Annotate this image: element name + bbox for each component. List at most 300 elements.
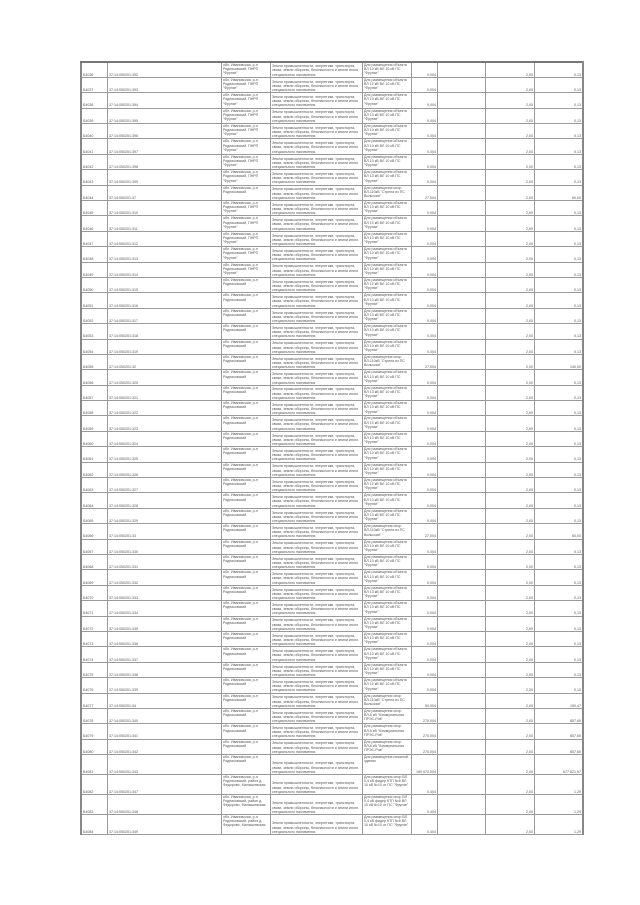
cadastral-number: 37:14:050201:328 bbox=[108, 493, 222, 508]
rate: 2,00 bbox=[486, 647, 535, 662]
row-id: Б4051 bbox=[81, 293, 108, 308]
address: обл. Ивановская, р-н Родниковский, ПНРП "Фрунзе" bbox=[222, 216, 271, 231]
rate: 2,00 bbox=[486, 570, 535, 585]
amount: 60,00 bbox=[535, 524, 584, 539]
cadastral-number: 37:14:050201:33 bbox=[108, 524, 222, 539]
address: обл. Ивановская, р-н Родниковский bbox=[222, 678, 271, 693]
amount: 0,13 bbox=[535, 462, 584, 477]
rate: 2,00 bbox=[486, 77, 535, 92]
row-id: Б4046 bbox=[81, 216, 108, 231]
land-category: Земли промышленности, энергетики, транспорта, связи, земли обороны, безопасности и земли иного специального назначения bbox=[271, 247, 363, 262]
cadastral-number: 37:14:050201:342 bbox=[108, 739, 222, 754]
rate: 2,00 bbox=[486, 478, 535, 493]
row-id: Б4036 bbox=[81, 62, 108, 77]
row-id: Б4040 bbox=[81, 124, 108, 139]
land-category: Земли промышленности, энергетики, транспорта, связи, земли обороны, безопасности и земли иного специального назначения bbox=[271, 139, 363, 154]
permitted-use: Для размещения опор ВЛ-6 кВ "Коммунальная ПРЭС-Ров" bbox=[363, 708, 412, 723]
table-row bbox=[81, 570, 583, 585]
rate: 2,00 bbox=[486, 170, 535, 185]
land-category: Земли промышленности, энергетики, транспорта, связи, земли обороны, безопасности и земли иного специального назначения bbox=[271, 447, 363, 462]
amount: 0,13 bbox=[535, 108, 584, 123]
rate: 2,00 bbox=[486, 462, 535, 477]
area: 0,404 bbox=[412, 795, 438, 815]
address: обл. Ивановская, р-н Родниковский bbox=[222, 493, 271, 508]
address: обл. Ивановская, р-н Родниковский bbox=[222, 662, 271, 677]
amount: 0,13 bbox=[535, 62, 584, 77]
cadastral-number: 37:14:050201:320 bbox=[108, 370, 222, 385]
land-category: Земли промышленности, энергетики, транспорта, связи, земли обороны, безопасности и земли иного специального назначения bbox=[271, 370, 363, 385]
cadastral-number: 37:14:050201:37 bbox=[108, 185, 222, 200]
table-row bbox=[81, 662, 583, 677]
empty-cell bbox=[438, 539, 486, 554]
cadastral-number: 37:14:050201:340 bbox=[108, 708, 222, 723]
cadastral-number: 37:14:050201:335 bbox=[108, 616, 222, 631]
row-id: Б4076 bbox=[81, 678, 108, 693]
table-row bbox=[81, 247, 583, 262]
cadastral-number: 37:14:050201:323 bbox=[108, 416, 222, 431]
cadastral-number: 37:14:050201:337 bbox=[108, 647, 222, 662]
cadastral-number: 37:14:050201:327 bbox=[108, 478, 222, 493]
land-category: Земли промышленности, энергетики, транспорта, связи, земли обороны, безопасности и земли иного специального назначения bbox=[271, 277, 363, 292]
permitted-use: Для размещения объекта ВЛ 10 кВ ВЛ 10 кВ ПС "Фрунзе" bbox=[363, 431, 412, 446]
address: обл. Ивановская, р-н Родниковский bbox=[222, 508, 271, 523]
rate: 2,00 bbox=[486, 139, 535, 154]
table-row bbox=[81, 124, 583, 139]
table-row bbox=[81, 339, 583, 354]
table-row bbox=[81, 416, 583, 431]
permitted-use: Для размещения объекта ВЛ 10 кВ ВЛ 10 кВ ПС "Фрунзе" bbox=[363, 231, 412, 246]
area: 0,004 bbox=[412, 139, 438, 154]
rate: 2,00 bbox=[486, 154, 535, 169]
rate: 2,00 bbox=[486, 431, 535, 446]
empty-cell bbox=[438, 93, 486, 108]
permitted-use: Для размещения объекта ВЛ 10 кВ ВЛ 10 кВ ПС "Фрунзе" bbox=[363, 539, 412, 554]
address: обл. Ивановская, р-н Родниковский, ПНРП "Фрунзе" bbox=[222, 154, 271, 169]
row-id: Б4060 bbox=[81, 431, 108, 446]
table-row bbox=[81, 262, 583, 277]
row-id: Б4069 bbox=[81, 570, 108, 585]
empty-cell bbox=[438, 370, 486, 385]
amount: 677 621,57 bbox=[535, 755, 584, 775]
empty-cell bbox=[438, 401, 486, 416]
rate: 2,00 bbox=[486, 247, 535, 262]
area: 0,004 bbox=[412, 170, 438, 185]
rate: 2,00 bbox=[486, 678, 535, 693]
permitted-use: Для размещения объекта ВЛ 10 кВ ВЛ 10 кВ ПС "Фрунзе" bbox=[363, 216, 412, 231]
area: 0,004 bbox=[412, 555, 438, 570]
area: 270,004 bbox=[412, 708, 438, 723]
row-id: Б4064 bbox=[81, 493, 108, 508]
permitted-use: Для размещения объекта ВЛ 10 кВ ВЛ 10 кВ ПС "Фрунзе" bbox=[363, 154, 412, 169]
table-row bbox=[81, 775, 583, 795]
land-category: Земли промышленности, энергетики, транспорта, связи, земли обороны, безопасности и земли иного специального назначения bbox=[271, 724, 363, 739]
table-row bbox=[81, 678, 583, 693]
amount: 0,13 bbox=[535, 170, 584, 185]
empty-cell bbox=[438, 693, 486, 708]
cadastral-number: 37:14:050201:394 bbox=[108, 93, 222, 108]
area: 27,004 bbox=[412, 185, 438, 200]
empty-cell bbox=[438, 708, 486, 723]
cadastral-number: 37:14:050201:311 bbox=[108, 216, 222, 231]
row-id: Б4056 bbox=[81, 370, 108, 385]
area: 0,004 bbox=[412, 478, 438, 493]
empty-cell bbox=[438, 139, 486, 154]
area: 0,004 bbox=[412, 401, 438, 416]
amount: 0,13 bbox=[535, 678, 584, 693]
amount: 0,13 bbox=[535, 555, 584, 570]
amount: 857,60 bbox=[535, 739, 584, 754]
row-id: Б4081 bbox=[81, 755, 108, 775]
area: 0,404 bbox=[412, 815, 438, 835]
empty-cell bbox=[438, 62, 486, 77]
empty-cell bbox=[438, 124, 486, 139]
permitted-use: Для размещения объекта ВЛ 10 кВ ВЛ 10 кВ ПС "Фрунзе" bbox=[363, 616, 412, 631]
empty-cell bbox=[438, 324, 486, 339]
amount: 1,29 bbox=[535, 775, 584, 795]
area: 27,004 bbox=[412, 354, 438, 369]
address: обл. Ивановская, р-н Родниковский bbox=[222, 755, 271, 775]
rate: 2,00 bbox=[486, 693, 535, 708]
area: 0,004 bbox=[412, 277, 438, 292]
land-category: Земли промышленности, энергетики, транспорта, связи, земли обороны, безопасности и земли иного специального назначения bbox=[271, 616, 363, 631]
cadastral-number: 37:14:050201:392 bbox=[108, 62, 222, 77]
permitted-use: Для размещения объекта ВЛ 10 кВ ВЛ 10 кВ ПС "Фрунзе" bbox=[363, 77, 412, 92]
land-category: Земли промышленности, энергетики, транспорта, связи, земли обороны, безопасности и земли иного специального назначения bbox=[271, 601, 363, 616]
area: 0,004 bbox=[412, 447, 438, 462]
rate: 2,00 bbox=[486, 795, 535, 815]
row-id: Б4038 bbox=[81, 93, 108, 108]
area: 0,004 bbox=[412, 370, 438, 385]
area: 0,004 bbox=[412, 431, 438, 446]
amount: 0,13 bbox=[535, 324, 584, 339]
amount: 0,13 bbox=[535, 293, 584, 308]
row-id: Б4070 bbox=[81, 585, 108, 600]
table-row bbox=[81, 185, 583, 200]
address: обл. Ивановская, р-н Родниковский bbox=[222, 385, 271, 400]
land-category: Земли промышленности, энергетики, транспорта, связи, земли обороны, безопасности и земли иного специального назначения bbox=[271, 339, 363, 354]
empty-cell bbox=[438, 277, 486, 292]
land-category: Земли промышленности, энергетики, транспорта, связи, земли обороны, безопасности и земли иного специального назначения bbox=[271, 815, 363, 835]
table-row bbox=[81, 293, 583, 308]
permitted-use: Для размещения объекта ВЛ 10 кВ ВЛ 10 кВ ПС "Фрунзе" bbox=[363, 493, 412, 508]
amount: 0,13 bbox=[535, 662, 584, 677]
rate: 2,00 bbox=[486, 293, 535, 308]
table-row bbox=[81, 77, 583, 92]
land-category: Земли промышленности, энергетики, транспорта, связи, земли обороны, безопасности и земли иного специального назначения bbox=[271, 775, 363, 795]
permitted-use: Для размещения объекта ВЛ 10 кВ ВЛ 10 кВ ПС "Фрунзе" bbox=[363, 647, 412, 662]
amount: 0,13 bbox=[535, 370, 584, 385]
table-row bbox=[81, 739, 583, 754]
land-category: Земли промышленности, энергетики, транспорта, связи, земли обороны, безопасности и земли иного специального назначения bbox=[271, 555, 363, 570]
land-category: Земли промышленности, энергетики, транспорта, связи, земли обороны, безопасности и земли иного специального назначения bbox=[271, 293, 363, 308]
address: обл. Ивановская, р-н Родниковский bbox=[222, 616, 271, 631]
empty-cell bbox=[438, 678, 486, 693]
empty-cell bbox=[438, 493, 486, 508]
permitted-use: Для размещения объекта ВЛ 10 кВ ВЛ 10 кВ ПС "Фрунзе" bbox=[363, 124, 412, 139]
empty-cell bbox=[438, 815, 486, 835]
table-row bbox=[81, 647, 583, 662]
permitted-use: Для размещения объекта ВЛ 10 кВ ВЛ 10 кВ ПС "Фрунзе" bbox=[363, 339, 412, 354]
cadastral-number: 37:14:050201:399 bbox=[108, 170, 222, 185]
address: обл. Ивановская, р-н Родниковский bbox=[222, 631, 271, 646]
cadastral-number: 37:14:050201:321 bbox=[108, 385, 222, 400]
row-id: Б4071 bbox=[81, 601, 108, 616]
cadastral-number: 37:14:050201:348 bbox=[108, 795, 222, 815]
row-id: Б4072 bbox=[81, 616, 108, 631]
address: обл. Ивановская, р-н Родниковский bbox=[222, 185, 271, 200]
rate: 2,00 bbox=[486, 124, 535, 139]
amount: 0,13 bbox=[535, 585, 584, 600]
permitted-use: Для размещения объекта ВЛ 10 кВ ВЛ 10 кВ ПС "Фрунзе" bbox=[363, 447, 412, 462]
permitted-use: Для размещения объекта ВЛ 10 кВ ВЛ 10 кВ ПС "Фрунзе" bbox=[363, 401, 412, 416]
row-id: Б4065 bbox=[81, 508, 108, 523]
empty-cell bbox=[438, 170, 486, 185]
empty-cell bbox=[438, 354, 486, 369]
land-category: Земли промышленности, энергетики, транспорта, связи, земли обороны, безопасности и земли иного специального назначения bbox=[271, 508, 363, 523]
table-row bbox=[81, 354, 583, 369]
amount: 857,60 bbox=[535, 724, 584, 739]
table-row bbox=[81, 216, 583, 231]
cadastral-number: 37:14:050201:395 bbox=[108, 108, 222, 123]
empty-cell bbox=[438, 247, 486, 262]
area: 0,004 bbox=[412, 601, 438, 616]
cadastral-number: 37:14:050201:331 bbox=[108, 555, 222, 570]
table-row bbox=[81, 795, 583, 815]
permitted-use: Для размещения объекта ВЛ 10 кВ ВЛ 10 кВ ПС "Фрунзе" bbox=[363, 662, 412, 677]
permitted-use: Для размещения опор ВЛ 0,4 кВ фидер КТП №6 ВЛ 10 кВ №10 от ПС "Фрунзе" bbox=[363, 815, 412, 835]
table-row bbox=[81, 693, 583, 708]
address: обл. Ивановская, р-н Родниковский bbox=[222, 354, 271, 369]
permitted-use: Для размещения объекта ВЛ 10 кВ ВЛ 10 кВ ПС "Фрунзе" bbox=[363, 370, 412, 385]
rate: 2,00 bbox=[486, 416, 535, 431]
land-category: Земли промышленности, энергетики, транспорта, связи, земли обороны, безопасности и земли иного специального назначения bbox=[271, 431, 363, 446]
table-row bbox=[81, 724, 583, 739]
area: 270,004 bbox=[412, 739, 438, 754]
address: обл. Ивановская, р-н Родниковский bbox=[222, 416, 271, 431]
empty-cell bbox=[438, 795, 486, 815]
land-category: Земли промышленности, энергетики, транспорта, связи, земли обороны, безопасности и земли иного специального назначения bbox=[271, 462, 363, 477]
address: обл. Ивановская, р-н Родниковский bbox=[222, 708, 271, 723]
empty-cell bbox=[438, 570, 486, 585]
cadastral-number: 37:14:050201:396 bbox=[108, 124, 222, 139]
address: обл. Ивановская, р-н Родниковский, ПНРП "Фрунзе" bbox=[222, 262, 271, 277]
amount: 0,13 bbox=[535, 308, 584, 323]
address: обл. Ивановская, р-н Родниковский bbox=[222, 431, 271, 446]
land-category: Земли промышленности, энергетики, транспорта, связи, земли обороны, безопасности и земли иного специального назначения bbox=[271, 308, 363, 323]
rate: 2,00 bbox=[486, 108, 535, 123]
permitted-use: Для размещения объекта ВЛ 10 кВ ВЛ 10 кВ ПС "Фрунзе" bbox=[363, 262, 412, 277]
row-id: Б4068 bbox=[81, 555, 108, 570]
cadastral-number: 37:14:050201:312 bbox=[108, 231, 222, 246]
cadastral-number: 37:14:050201:334 bbox=[108, 601, 222, 616]
empty-cell bbox=[438, 308, 486, 323]
land-category: Земли промышленности, энергетики, транспорта, связи, земли обороны, безопасности и земли иного специального назначения bbox=[271, 524, 363, 539]
address: обл. Ивановская, р-н Родниковский, ПНРП "Фрунзе" bbox=[222, 124, 271, 139]
area: 0,004 bbox=[412, 662, 438, 677]
row-id: Б4037 bbox=[81, 77, 108, 92]
land-category: Земли промышленности, энергетики, транспорта, связи, земли обороны, безопасности и земли иного специального назначения bbox=[271, 585, 363, 600]
area: 0,004 bbox=[412, 108, 438, 123]
cadastral-number: 37:14:050201:393 bbox=[108, 77, 222, 92]
area: 0,004 bbox=[412, 385, 438, 400]
amount: 1,29 bbox=[535, 815, 584, 835]
rate: 2,00 bbox=[486, 262, 535, 277]
address: обл. Ивановская, р-н Родниковский, ПНРП "Фрунзе" bbox=[222, 108, 271, 123]
area: 0,004 bbox=[412, 570, 438, 585]
row-id: Б4041 bbox=[81, 139, 108, 154]
empty-cell bbox=[438, 216, 486, 231]
area: 0,004 bbox=[412, 293, 438, 308]
rate: 2,00 bbox=[486, 493, 535, 508]
table-row bbox=[81, 585, 583, 600]
land-category: Земли промышленности, энергетики, транспорта, связи, земли обороны, безопасности и земли иного специального назначения bbox=[271, 739, 363, 754]
rate: 2,00 bbox=[486, 775, 535, 795]
amount: 0,13 bbox=[535, 508, 584, 523]
empty-cell bbox=[438, 431, 486, 446]
table-row bbox=[81, 708, 583, 723]
rate: 2,00 bbox=[486, 739, 535, 754]
address: обл. Ивановская, р-н Родниковский bbox=[222, 324, 271, 339]
permitted-use: Для размещения объекта ВЛ 10 кВ ВЛ 10 кВ ПС "Фрунзе" bbox=[363, 478, 412, 493]
area: 0,004 bbox=[412, 62, 438, 77]
address: обл. Ивановская, р-н Родниковский, ПНРП "Фрунзе" bbox=[222, 93, 271, 108]
address: обл. Ивановская, р-н Родниковский, ПНРП "Фрунзе" bbox=[222, 170, 271, 185]
amount: 0,13 bbox=[535, 93, 584, 108]
empty-cell bbox=[438, 262, 486, 277]
rate: 2,00 bbox=[486, 62, 535, 77]
permitted-use: Для размещения объекта ВЛ 10 кВ ВЛ 10 кВ ПС "Фрунзе" bbox=[363, 277, 412, 292]
area: 0,004 bbox=[412, 416, 438, 431]
amount: 0,13 bbox=[535, 631, 584, 646]
rate: 2,00 bbox=[486, 708, 535, 723]
table-row bbox=[81, 277, 583, 292]
cadastral-number: 37:14:050201:338 bbox=[108, 662, 222, 677]
cadastral-number: 37:14:050201:330 bbox=[108, 539, 222, 554]
land-category: Земли промышленности, энергетики, транспорта, связи, земли обороны, безопасности и земли иного специального назначения bbox=[271, 570, 363, 585]
cadastral-number: 37:14:050201:317 bbox=[108, 308, 222, 323]
land-category: Земли промышленности, энергетики, транспорта, связи, земли обороны, безопасности и земли иного специального назначения bbox=[271, 539, 363, 554]
rate: 2,00 bbox=[486, 601, 535, 616]
row-id: Б4054 bbox=[81, 339, 108, 354]
area: 169 570,004 bbox=[412, 755, 438, 775]
permitted-use: Для размещения опор ВЛ-6 кВ "Коммунальная ПРЭС-Ров" bbox=[363, 724, 412, 739]
rate: 2,00 bbox=[486, 308, 535, 323]
cadastral-number: 37:14:050201:397 bbox=[108, 139, 222, 154]
land-category: Земли промышленности, энергетики, транспорта, связи, земли обороны, безопасности и земли иного специального назначения bbox=[271, 647, 363, 662]
amount: 0,13 bbox=[535, 570, 584, 585]
row-id: Б4043 bbox=[81, 170, 108, 185]
table-row bbox=[81, 62, 583, 77]
amount: 0,13 bbox=[535, 277, 584, 292]
table-row bbox=[81, 308, 583, 323]
rate: 2,00 bbox=[486, 447, 535, 462]
amount: 0,13 bbox=[535, 416, 584, 431]
area: 0,004 bbox=[412, 216, 438, 231]
area: 0,004 bbox=[412, 616, 438, 631]
permitted-use: Для размещения объекта ВЛ 10 кВ ВЛ 10 кВ ПС "Фрунзе" bbox=[363, 139, 412, 154]
cadastral-number: 37:14:050201:310 bbox=[108, 201, 222, 216]
cadastral-number: 37:14:050201:333 bbox=[108, 585, 222, 600]
permitted-use: Для размещения опор ВЛ 0,4 кВ фидер КТП №6 ВЛ 10 кВ №10 от ПС "Фрунзе" bbox=[363, 775, 412, 795]
empty-cell bbox=[438, 201, 486, 216]
land-category: Земли промышленности, энергетики, транспорта, связи, земли обороны, безопасности и земли иного специального назначения bbox=[271, 77, 363, 92]
empty-cell bbox=[438, 662, 486, 677]
permitted-use: Для размещения объекта ВЛ 10 кВ ВЛ 10 кВ ПС "Фрунзе" bbox=[363, 308, 412, 323]
row-id: Б4084 bbox=[81, 815, 108, 835]
area: 0,004 bbox=[412, 631, 438, 646]
table-row bbox=[81, 385, 583, 400]
empty-cell bbox=[438, 755, 486, 775]
table-row bbox=[81, 93, 583, 108]
land-category: Земли промышленности, энергетики, транспорта, связи, земли обороны, безопасности и земли иного специального назначения bbox=[271, 755, 363, 775]
row-id: Б4082 bbox=[81, 775, 108, 795]
address: обл. Ивановская, р-н Родниковский bbox=[222, 693, 271, 708]
address: обл. Ивановская, р-н Родниковский bbox=[222, 647, 271, 662]
rate: 2,00 bbox=[486, 616, 535, 631]
address: обл. Ивановская, р-н Родниковский bbox=[222, 524, 271, 539]
area: 0,004 bbox=[412, 308, 438, 323]
empty-cell bbox=[438, 462, 486, 477]
permitted-use: Для размещения объекта ВЛ 10 кВ ВЛ 10 кВ ПС "Фрунзе" bbox=[363, 570, 412, 585]
amount: 0,13 bbox=[535, 216, 584, 231]
empty-cell bbox=[438, 231, 486, 246]
cadastral-number: 37:14:050201:349 bbox=[108, 815, 222, 835]
address: обл. Ивановская, р-н Родниковский bbox=[222, 339, 271, 354]
amount: 0,13 bbox=[535, 401, 584, 416]
area: 0,004 bbox=[412, 77, 438, 92]
permitted-use: Для размещения опор ВЛ-110кВ "Стрела из ПС Вольская" bbox=[363, 185, 412, 200]
rate: 2,00 bbox=[486, 755, 535, 775]
address: обл. Ивановская, р-н Родниковский bbox=[222, 601, 271, 616]
area: 0,004 bbox=[412, 247, 438, 262]
cadastral-number: 37:14:050201:325 bbox=[108, 447, 222, 462]
area: 0,004 bbox=[412, 678, 438, 693]
cadastral-number: 37:14:050201:318 bbox=[108, 324, 222, 339]
rate: 2,00 bbox=[486, 231, 535, 246]
cadastral-number: 37:14:050201:314 bbox=[108, 262, 222, 277]
row-id: Б4055 bbox=[81, 354, 108, 369]
area: 0,004 bbox=[412, 462, 438, 477]
cadastral-number: 37:14:050201:398 bbox=[108, 154, 222, 169]
area: 0,004 bbox=[412, 201, 438, 216]
row-id: Б4047 bbox=[81, 231, 108, 246]
empty-cell bbox=[438, 447, 486, 462]
cadastral-number: 37:14:050201:324 bbox=[108, 431, 222, 446]
row-id: Б4044 bbox=[81, 185, 108, 200]
cadastral-number: 37:14:050201:343 bbox=[108, 755, 222, 775]
land-category: Земли промышленности, энергетики, транспорта, связи, земли обороны, безопасности и земли иного специального назначения bbox=[271, 154, 363, 169]
table-row bbox=[81, 431, 583, 446]
amount: 0,13 bbox=[535, 447, 584, 462]
land-category: Земли промышленности, энергетики, транспорта, связи, земли обороны, безопасности и земли иного специального назначения bbox=[271, 401, 363, 416]
amount: 0,13 bbox=[535, 231, 584, 246]
permitted-use: Для размещения опор ВЛ-110кВ "Стрела из ПС Вольская" bbox=[363, 524, 412, 539]
permitted-use: Для размещения объекта ВЛ 10 кВ ВЛ 10 кВ ПС "Фрунзе" bbox=[363, 108, 412, 123]
land-category: Земли промышленности, энергетики, транспорта, связи, земли обороны, безопасности и земли иного специального назначения bbox=[271, 478, 363, 493]
amount: 0,13 bbox=[535, 493, 584, 508]
address: обл. Ивановская, р-н Родниковский, ПНРП "Фрунзе" bbox=[222, 139, 271, 154]
empty-cell bbox=[438, 478, 486, 493]
amount: 140,00 bbox=[535, 354, 584, 369]
empty-cell bbox=[438, 524, 486, 539]
rate: 2,00 bbox=[486, 370, 535, 385]
land-category: Земли промышленности, энергетики, транспорта, связи, земли обороны, безопасности и земли иного специального назначения bbox=[271, 795, 363, 815]
table-row bbox=[81, 447, 583, 462]
address: обл. Ивановская, р-н Родниковский, ПНРП "Фрунзе" bbox=[222, 77, 271, 92]
area: 0,004 bbox=[412, 647, 438, 662]
cadastral-number: 37:14:050201:315 bbox=[108, 277, 222, 292]
table-row bbox=[81, 755, 583, 775]
